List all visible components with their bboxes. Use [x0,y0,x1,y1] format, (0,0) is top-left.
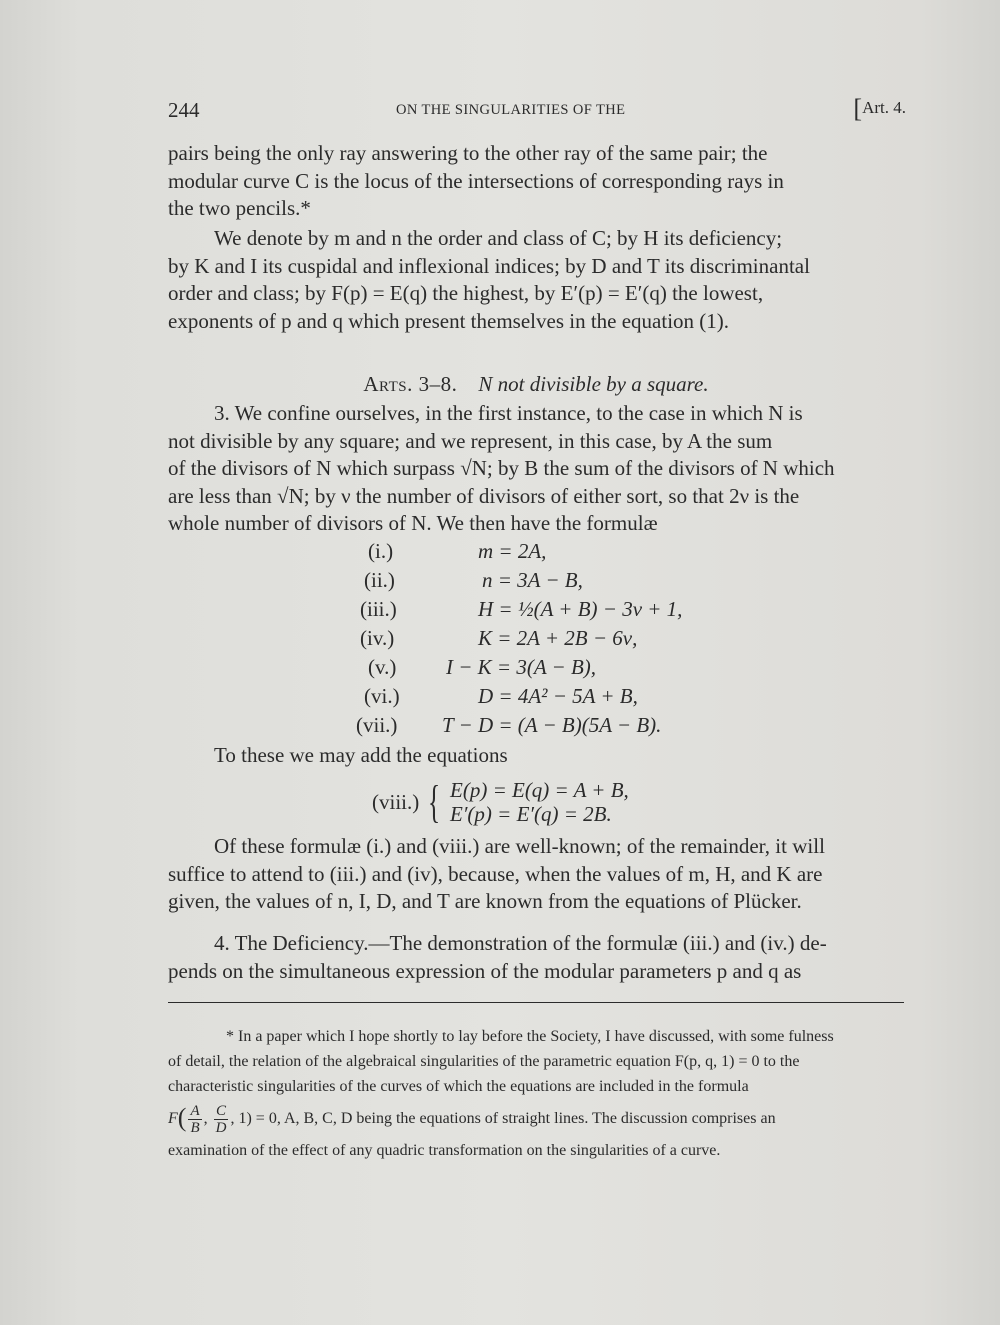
text-line: 4. The Deficiency.—The demonstration of the formulæ (iii.) and (iv.) de- [214,931,827,955]
text-line: To these we may add the equations [214,743,508,767]
text-line: given, the values of n, I, D, and T are known from the equations of Plücker. [168,889,802,913]
fraction-denominator: D [215,1120,227,1136]
equation-label: (iv.) [360,626,395,650]
paragraph-2 [168,225,904,335]
equation-label: (vii.) [356,713,398,737]
paragraph-5 [168,833,904,916]
text-line: suffice to attend to (iii.) and (iv), because, when the values of m, H, and K are [168,861,823,886]
equation-expression: m = 2A, [478,539,547,563]
footnote-line: * In a paper which I hope shortly to lay before the Society, I have discussed, with some fulness [226,1028,834,1045]
footnote-rule [168,1002,904,1003]
text-line: are less than √N; by ν the number of divisors of either sort, so that 2ν is the [168,483,800,508]
footnote [168,1024,904,1163]
text-line: pends on the simultaneous expression of the modular parameters p and q as [168,958,802,983]
footnote-formula-line: F( $\frac{A}{B}$ , $\frac{C}{D}$ , 1) = 0, A, B, C, D being the equations of straight lines. The discussion comprises an [168,1103,776,1136]
equation-row [360,655,780,684]
text-line: of the divisors of N which surpass √N; by B the sum of the divisors of N which [168,456,835,480]
text-line: order and class; by F(p) = E(q) the highest, by E′(p) = E′(q) the lowest, [168,281,764,305]
text-line: modular curve C is the locus of the intersections of corresponding rays in [168,168,784,193]
fraction-numerator: A [190,1103,200,1119]
article-reference-text: Art. 4. [862,98,906,117]
section-title: N not divisible by a square. [478,372,709,396]
equation-row [360,626,780,655]
equation-row [360,597,780,626]
running-header [168,94,908,124]
equation-expression: K = 2A + 2B − 6ν, [478,626,638,650]
equation-expression: I − K = 3(A − B), [446,655,597,679]
paragraph-6 [168,930,904,985]
equation-expression: E(p) = E(q) = A + B, [450,778,629,802]
fraction-denominator: B [190,1120,200,1136]
equation-row [360,568,780,597]
open-paren: ( [177,1103,187,1133]
equation-label: (viii.) [372,790,420,814]
equation-expression: D = 4A² − 5A + B, [478,684,638,708]
text-line: We denote by m and n the order and class of C; by H its deficiency; [214,226,783,250]
section-arts: Arts. 3–8. [363,372,458,396]
formula-function: F [168,1110,178,1128]
text-line: by K and I its cuspidal and inflexional indices; by D and T its discriminantal [168,253,810,278]
text-line: 3. We confine ourselves, in the first instance, to the case in which N is [214,401,803,425]
equation-label: (i.) [368,539,394,563]
footnote-line: examination of the effect of any quadric transformation on the singularities of a curve. [168,1142,721,1159]
footnote-line: characteristic singularities of the curves of which the equations are included in the formula [168,1078,749,1095]
equation-list [356,539,780,742]
text-line: not divisible by any square; and we represent, in this case, by A the sum [168,428,773,453]
equation-row [356,713,780,742]
equation-label: (ii.) [364,568,395,592]
equation-expression: T − D = (A − B)(5A − B). [442,713,662,737]
equation-system [372,776,692,832]
left-brace-icon: { [428,776,441,827]
equation-row [360,684,780,713]
text-line: the two pencils.* [168,196,311,220]
equation-label: (vi.) [364,684,400,708]
fraction [214,1103,229,1136]
equation-expression: H = ½(A + B) − 3ν + 1, [478,597,683,621]
text-line: whole number of divisors of N. We then have the formulæ [168,511,658,535]
paragraph-4 [168,742,904,770]
equation-row [360,539,780,568]
footnote-line: of detail, the relation of the algebraical singularities of the parametric equation F(p, q, 1) = 0 to the [168,1053,800,1070]
paragraph-1 [168,140,904,223]
footnote-line-rest: 1) = 0, A, B, C, D being the equations of straight lines. The discussion comprises an [238,1110,776,1128]
equation-label: (v.) [368,655,397,679]
article-reference: [Art. 4. [853,94,906,123]
running-head: ON THE SINGULARITIES OF THE [396,102,626,118]
equation-expression: n = 3A − B, [482,568,583,592]
page-number: 244 [168,98,200,122]
fraction [188,1103,201,1136]
text-line: Of these formulæ (i.) and (viii.) are well-known; of the remainder, it will [214,834,825,858]
fraction-numerator: C [214,1103,229,1120]
text-line: exponents of p and q which present themselves in the equation (1). [168,308,730,333]
text-line: pairs being the only ray answering to the other ray of the same pair; the [168,141,768,165]
section-heading [168,372,904,397]
equation-expression: E′(p) = E′(q) = 2B. [450,802,612,826]
equation-label: (iii.) [360,597,397,621]
paragraph-3 [168,400,904,538]
